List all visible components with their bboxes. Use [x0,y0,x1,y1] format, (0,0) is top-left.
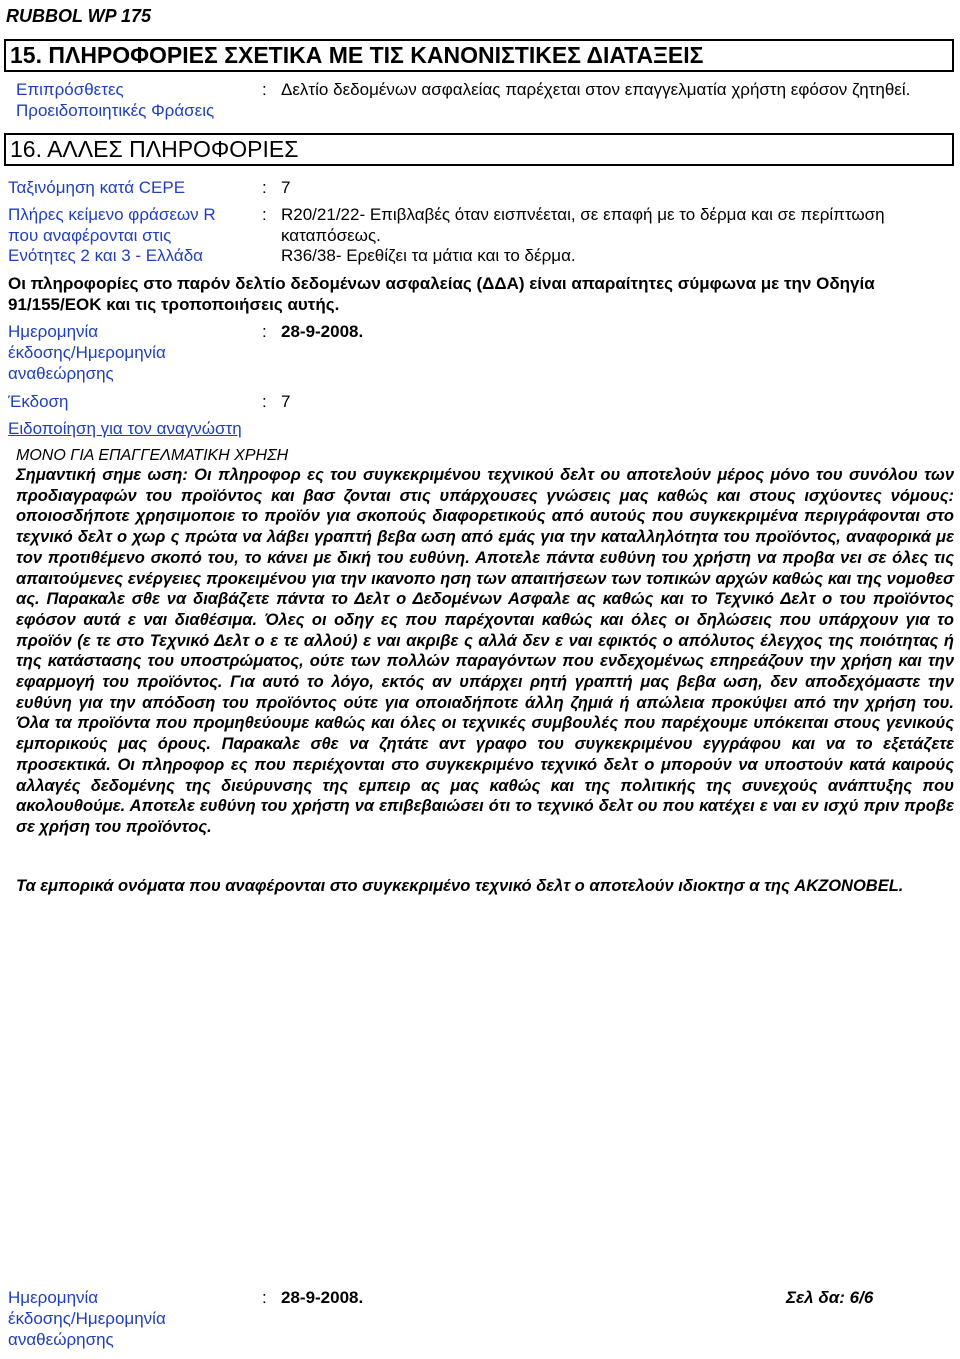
extra-label-line2: Προειδοποιητικές Φράσεις [16,101,215,120]
colon: : [262,205,267,224]
page-number: Σελ δα: 6/6 [786,1288,874,1307]
colon: : [262,178,267,197]
rphrases-label-line1: Πλήρες κείμενο φράσεων R [8,205,216,224]
extra-value: Δελτίο δεδομένων ασφαλείας παρέχεται στον επαγγελματία χρήστη εφόσον ζητηθεί. [281,80,911,99]
directive-line1: Οι πληροφορίες στο παρόν δελτίο δεδομένων ασφαλείας (ΔΔΑ) είναι απαραίτητες σύμφωνα με την Οδηγία [8,274,875,293]
extra-label-line1: Επιπρόσθετες [16,80,124,99]
colon: : [262,322,267,341]
footer-date-label-line1: Ημερομηνία [8,1288,99,1307]
product-name: RUBBOL WP 175 [6,6,152,26]
colon: : [262,1288,267,1307]
rphrases-label-line2: που αναφέρονται στις [8,226,172,245]
rphrases-label-line3: Ενότητες 2 και 3 - Ελλάδα [8,246,203,265]
section-16-title: 16. ΑΛΛΕΣ ΠΛΗΡΟΦΟΡΙΕΣ [4,133,954,166]
version-value: 7 [281,392,291,411]
colon: : [262,80,267,99]
footer-date-label-line2: έκδοσης/Ημερομηνία [8,1309,166,1328]
rphrase-1-line2: καταπόσεως. [281,226,381,245]
rphrase-2: R36/38- Ερεθίζει τα μάτια και το δέρμα. [281,246,576,265]
version-label: Έκδοση [8,392,69,411]
section-15-title: 15. ΠΛΗΡΟΦΟΡΙΕΣ ΣΧΕΤΙΚΑ ΜΕ ΤΙΣ ΚΑΝΟΝΙΣΤΙΚΕΣ ΔΙΑΤΑΞΕΙΣ [4,39,954,72]
date-label-line2: έκδοσης/Ημερομηνία [8,343,166,362]
trademark-notice: Τα εμπορικά ονόματα που αναφέρονται στο συγκεκριμένο τεχνικό δελτ ο αποτελούν ιδιοκτησ α της AKZONOBEL. [16,877,904,895]
directive-line2: 91/155/ΕΟΚ και τις τροποποιήσεις αυτής. [8,295,340,314]
reader-notice-label: Ειδοποίηση για τον αναγνώστη [8,419,242,438]
colon: : [262,392,267,411]
date-label-line1: Ημερομηνία [8,322,99,341]
cepe-value: 7 [281,178,291,197]
date-label-line3: αναθεώρησης [8,364,114,383]
rphrase-1-line1: R20/21/22- Επιβλαβές όταν εισπνέεται, σε επαφή με το δέρμα και σε περίπτωση [281,205,885,224]
professional-use-only: ΜΟΝΟ ΓΙΑ ΕΠΑΓΓΕΛΜΑΤΙΚΗ ΧΡΗΣΗ [16,447,289,464]
date-value: 28-9-2008. [281,322,364,341]
footer-date-value: 28-9-2008. [281,1288,364,1307]
footer-date-label-line3: αναθεώρησης [8,1330,114,1349]
cepe-label: Ταξινόμηση κατά CEPE [8,178,186,197]
important-notice-text: Σημαντική σημε ωση: Οι πληροφορ ες του συγκεκριμένου τεχνικού δελτ ου αποτελούν μέρος μόνο του συνόλου των προδιαγραφών του προϊόντος και βασ ζονται στις υπάρχουσες γνώσεις μας καθώς και στους ισχύοντες νόμους: οποιοσδήποτε χρησιμοποιε το προϊόν για σκοπούς διαφορετικούς από αυτούς που συγκεκριμένα περιγράφονται στο τεχνικό δελτ ο χωρ ς πρώτα να λάβει γραπτή βεβα ωση από εμάς για την καταλληλότητα του προϊόντος, αναφορικά με τον προτιθέμενο σκοπό του, το κάνει με δική του ευθύνη. Αποτελε πάντα ευθύνη του χρήστη να προβα νει σε όλες τις απαιτούμενες ενέργειες προκειμένου για την ικανοπο ηση των απαιτήσεων των τοπικών αρχών καθώς και της νομοθεσ ας. Παρακαλε σθε να διαβάζετε πάντα το Δελτ ο Δεδομένων Ασφαλε ας καθώς και το Τεχνικό Δελτ ο του προϊόντος εφόσον αυτά ε ναι διαθέσιμα. Όλες οι οδηγ ες που παρέχονται καθώς και όλες οι δηλώσεις που υπάρχουν για το προϊόν (ε τε στο Τεχνικό Δελτ ο ε τε αλλού) ε ναι ακριβε ς αλλά δεν ε ναι εφικτός ο απόλυτος έλεγχος της ποιότητας ή της κατάστασης του υποστρώματος, ούτε των πολλών παραγόντων που ενδεχομένως επηρεάζουν την χρήση και την εφαρμογή του προϊόντος. Για αυτό το λόγο, εκτός αν υπάρχει ρητή γραπτή μας βεβα ωση, δεν αποδεχόμαστε την ευθύνη για την απόδοση του προϊόντος ούτε για οποιαδήποτε άλλη ζημιά ή απώλεια προκύψει από την χρήση του. Όλα τα προϊόντα που προμηθεύουμε καθώς και όλες οι τεχνικές συμβουλές που παρέχουμε υπόκειται στους γενικούς εμπορικούς μας όρους. Παρακαλε σθε να ζητάτε αντ γραφο του συγκεκριμένου εγγράφου και να το εξετάζετε προσεκτικά. Οι πληροφορ ες που περιέχονται στο συγκεκριμένο τεχνικό δελτ ο μπορούν να υποστούν κατά καιρούς αλλαγές δεδομένης της διεύρυνσης της εμπειρ ας μας καθώς και της πολιτικής της συνεχούς ανάπτυξης που ακολουθούμε. Αποτελε ευθύνη του χρήστη να επιβεβαιώσει ότι το τεχνικό δελτ ου που κατέχει ε ναι εν ισχύ πριν προβε σε χρήση του προϊόντος. [16,466,954,836]
